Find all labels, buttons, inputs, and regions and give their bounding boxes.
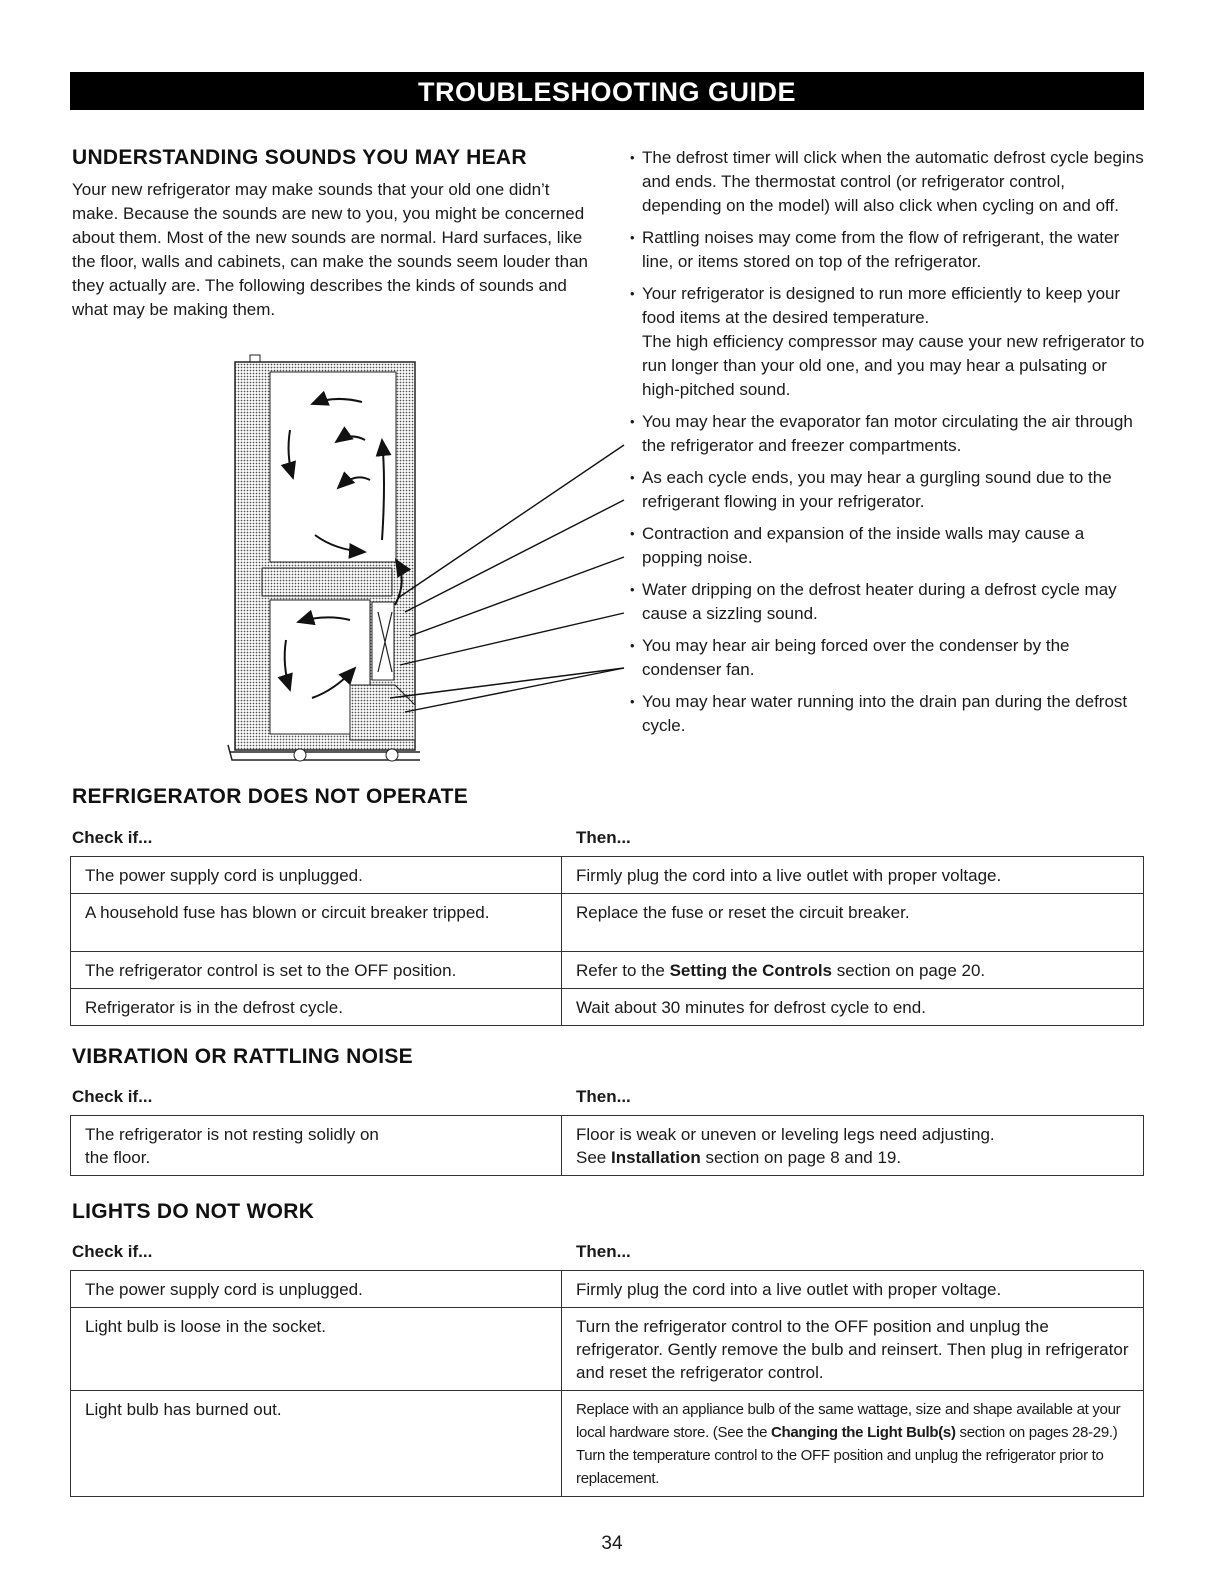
list-item: • You may hear air being forced over the condenser by the condenser fan. [628, 634, 1148, 682]
check-cell: Refrigerator is in the defrost cycle. [71, 989, 562, 1026]
list-item: • Your refrigerator is designed to run more efficiently to keep your food items at the desired temperature. The high efficiency compressor may cause your new refrigerator to run longer than your old one, and you may hear a pulsating or high-pitched sound. [628, 282, 1148, 402]
refrigerator-cabinet [228, 355, 420, 761]
list-item: • Contraction and expansion of the inside walls may cause a popping noise. [628, 522, 1148, 570]
table-row [71, 1391, 1144, 1497]
check-cell: The refrigerator is not resting solidly on the floor. [71, 1116, 562, 1176]
vibration-table [70, 1115, 1144, 1176]
list-item: • You may hear the evaporator fan motor circulating the air through the refrigerator and freezer compartments. [628, 410, 1148, 458]
check-cell: Light bulb has burned out. [71, 1391, 562, 1497]
check-column-header: Check if... [72, 828, 153, 847]
page-banner: TROUBLESHOOTING GUIDE [70, 72, 1144, 110]
then-cell: Floor is weak or uneven or leveling legs need adjusting. See Installation section on page 8 and 19. [562, 1116, 1144, 1176]
then-cell: Turn the refrigerator control to the OFF position and unplug the refrigerator. Gently remove the bulb and reinsert. Then plug in refrigerator and reset the refrigerator control. [562, 1308, 1144, 1391]
not-operate-heading: REFRIGERATOR DOES NOT OPERATE [72, 785, 469, 808]
not-operate-table [70, 856, 1144, 1026]
list-item: • As each cycle ends, you may hear a gurgling sound due to the refrigerant flowing in your refrigerator. [628, 466, 1148, 514]
check-cell: A household fuse has blown or circuit breaker tripped. [71, 894, 562, 952]
sounds-heading: UNDERSTANDING SOUNDS YOU MAY HEAR [72, 146, 527, 169]
check-column-header: Check if... [72, 1242, 153, 1261]
list-item: • Water dripping on the defrost heater during a defrost cycle may cause a sizzling sound. [628, 578, 1148, 626]
table-row [71, 1308, 1144, 1391]
table-row [71, 857, 1144, 894]
check-column-header: Check if... [72, 1087, 153, 1106]
callout-lines [390, 445, 624, 712]
table-row [71, 1271, 1144, 1308]
check-cell: The refrigerator control is set to the OFF position. [71, 952, 562, 989]
refrigerator-airflow-diagram [0, 0, 1224, 790]
list-item: • You may hear water running into the drain pan during the defrost cycle. [628, 690, 1148, 738]
table-row [71, 952, 1144, 989]
check-cell: Light bulb is loose in the socket. [71, 1308, 562, 1391]
vibration-heading: VIBRATION OR RATTLING NOISE [72, 1045, 413, 1068]
then-column-header: Then... [576, 1087, 631, 1106]
then-cell: Replace with an appliance bulb of the same wattage, size and shape available at your local hardware store. (See the Changing the Light Bulb(s) section on pages 28-29.) Turn the temperature control to the OFF position and unplug the refrigerator prior to replacement. [562, 1391, 1144, 1497]
check-cell: The power supply cord is unplugged. [71, 857, 562, 894]
then-cell: Replace the fuse or reset the circuit breaker. [562, 894, 1144, 952]
lights-table [70, 1270, 1144, 1497]
table-row [71, 1116, 1144, 1176]
then-cell: Wait about 30 minutes for defrost cycle to end. [562, 989, 1144, 1026]
then-column-header: Then... [576, 1242, 631, 1261]
page-number: 34 [601, 1533, 623, 1554]
then-cell: Firmly plug the cord into a live outlet with proper voltage. [562, 857, 1144, 894]
check-cell: The power supply cord is unplugged. [71, 1271, 562, 1308]
sounds-intro: Your new refrigerator may make sounds that your old one didn’t make. Because the sounds are new to you, you might be concerned about them. Most of the new sounds are normal. Hard surfaces, like the floor, walls and cabinets, can make the sounds seem louder than they actually are. The following describes the kinds of sounds and what may be making them. [72, 180, 588, 319]
list-item: • Rattling noises may come from the flow of refrigerant, the water line, or items stored on top of the refrigerator. [628, 226, 1148, 274]
table-row [71, 989, 1144, 1026]
then-cell: Refer to the Setting the Controls section on page 20. [562, 952, 1144, 989]
list-item: • The defrost timer will click when the automatic defrost cycle begins and ends. The thermostat control (or refrigerator control, depending on the model) will also click when cycling on and off. [628, 146, 1148, 218]
lights-heading: LIGHTS DO NOT WORK [72, 1200, 315, 1223]
then-cell: Firmly plug the cord into a live outlet with proper voltage. [562, 1271, 1144, 1308]
table-row [71, 894, 1144, 952]
then-column-header: Then... [576, 828, 631, 847]
